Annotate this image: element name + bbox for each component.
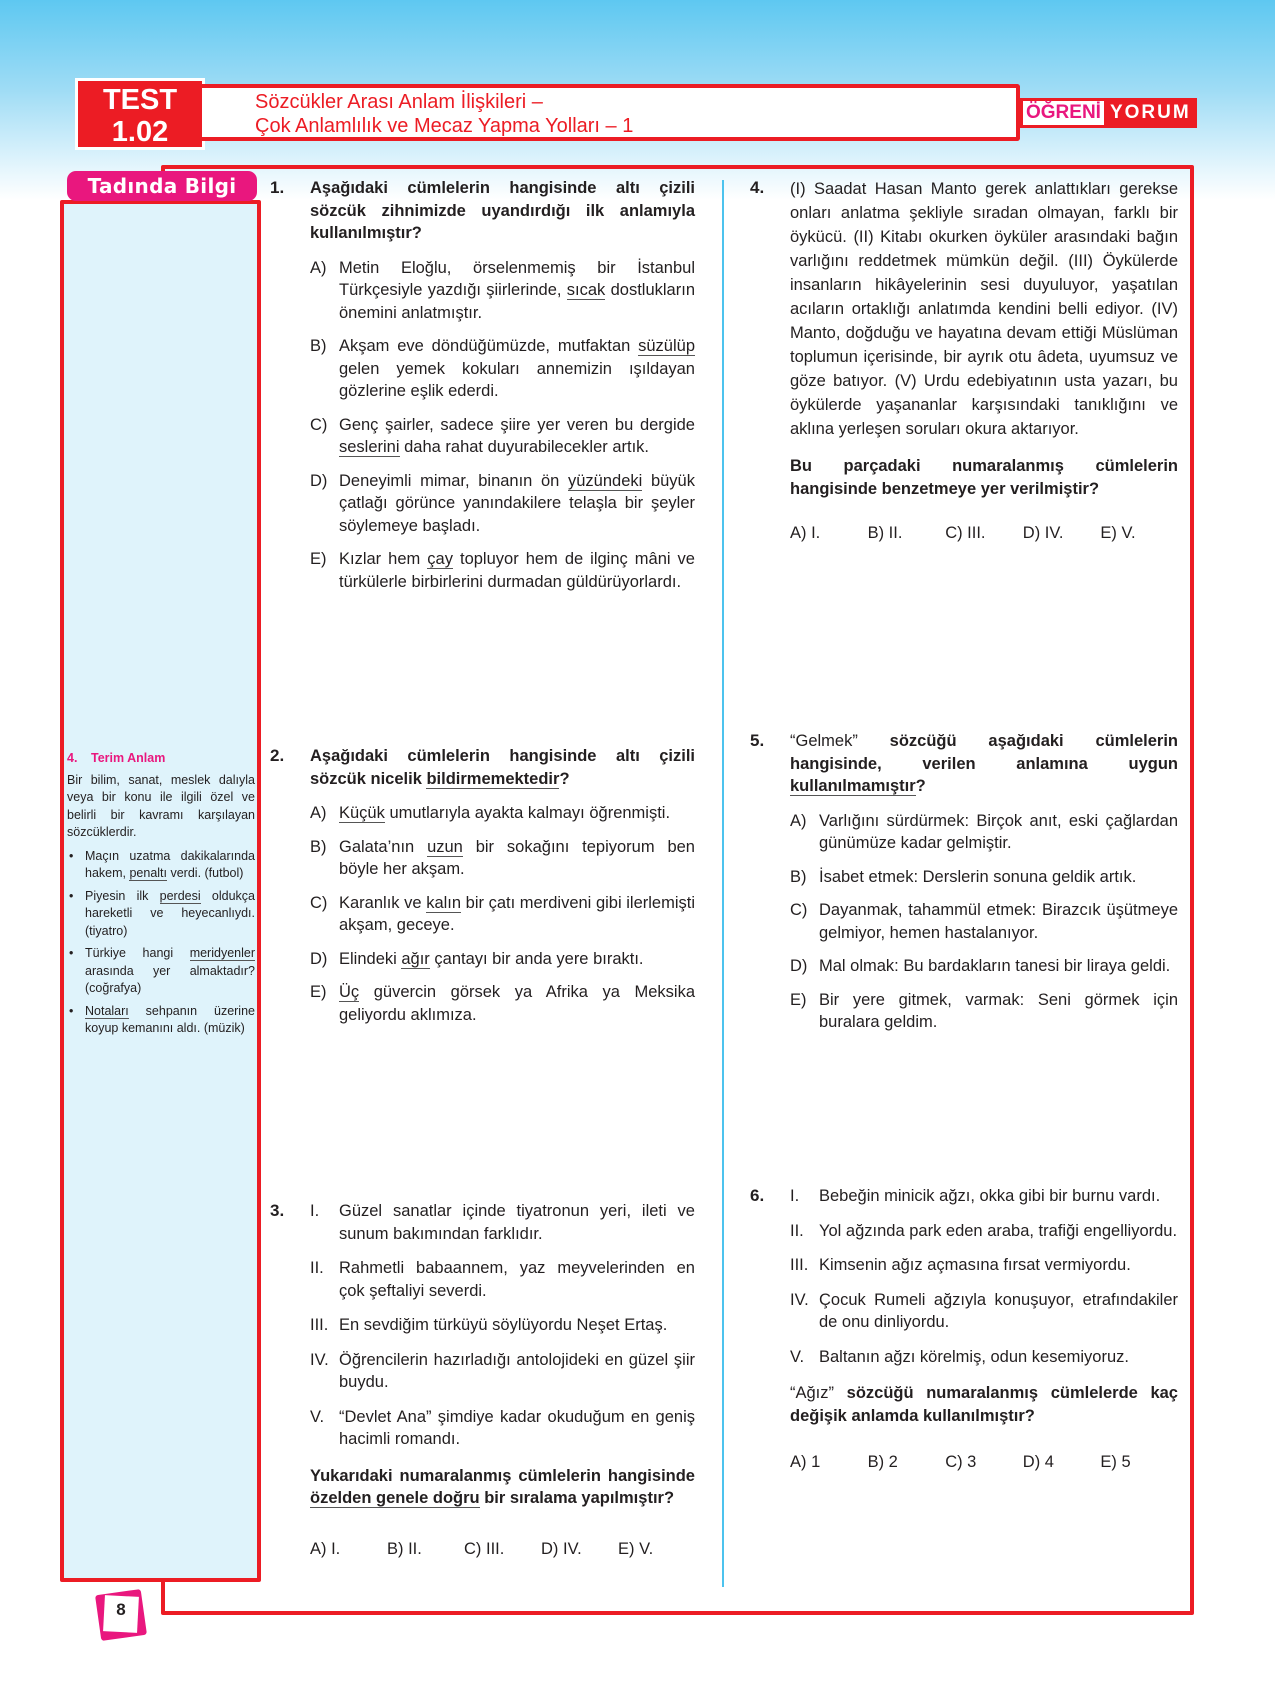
statement-iv: IV. Çocuk Rumeli ağzıyla konuşuyor, etrafındakiler de onu dinliyordu.: [790, 1290, 1178, 1331]
question-stem: Aşağıdaki cümlelerin hangisinde altı çizili sözcük nicelik bildirmemektedir?: [310, 747, 695, 788]
statement-iv: IV. Öğrencilerin hazırladığı antolojideki en güzel şiir buydu.: [310, 1350, 695, 1391]
sidebar-tab-title: Tadında Bilgi: [67, 171, 257, 201]
test-label: TEST: [102, 84, 178, 116]
option-e[interactable]: E) Üç güvercin görsek ya Afrika ya Meksika geliyordu aklımıza.: [310, 983, 695, 1024]
page-number-badge: [98, 1592, 144, 1638]
answer-c[interactable]: C) 3: [945, 1453, 977, 1471]
option-b[interactable]: B) İsabet etmek: Derslerin sonuna geldik artık.: [790, 867, 1137, 886]
answer-a[interactable]: A) 1: [790, 1453, 821, 1471]
option-d[interactable]: D) Elindeki ağır çantayı bir anda yere bıraktı.: [310, 949, 644, 968]
option-a[interactable]: A) Varlığını sürdürmek: Birçok anıt, eski çağlardan günümüze kadar gelmiştir.: [790, 811, 1178, 852]
answer-c[interactable]: C) III.: [464, 1539, 505, 1558]
question-3: [270, 1200, 695, 1560]
question-number: 2.: [270, 746, 285, 765]
question-number: 3.: [270, 1201, 285, 1220]
statement-iii: III. Kimsenin ağız açmasına fırsat vermiyordu.: [790, 1256, 1131, 1274]
option-d[interactable]: D) Deneyimli mimar, binanın ön yüzündeki büyük çatlağı görünce yanındakilere telaşla bir şeyler söylemeye başladı.: [310, 471, 695, 535]
page-title-line2: Çok Anlamlılık ve Mecaz Yapma Yolları – 1: [255, 115, 634, 137]
question-1: [270, 177, 695, 593]
option-c[interactable]: C) Karanlık ve kalın bir çatı merdiveni gibi ilerlemişti akşam, geceye.: [310, 893, 696, 934]
sidebar-example: • Maçın uzatma dakikalarında hakem, penaltı verdi. (futbol): [67, 848, 255, 883]
sidebar-content: [67, 750, 255, 1043]
statement-ii: II. Rahmetli babaannem, yaz meyvelerinden en çok şeftaliyi severdi.: [310, 1259, 695, 1300]
question-stem: Aşağıdaki cümlelerin hangisinde altı çizili sözcük zihnimizde uyandırdığı ilk anlamıyla kullanılmıştır?: [310, 179, 695, 242]
question-6: [750, 1185, 1178, 1474]
page-title-box: [202, 84, 1020, 141]
statement-i: I. Güzel sanatlar içinde tiyatronun yeri, ileti ve sunum bakımından farklıdır.: [310, 1202, 695, 1243]
statement-v: V. “Devlet Ana” şimdiye kadar okuduğum en geniş hacimli romandı.: [310, 1407, 695, 1448]
answer-d[interactable]: D) IV.: [541, 1539, 582, 1558]
answer-b[interactable]: B) 2: [867, 1453, 898, 1471]
answer-b[interactable]: B) II.: [867, 524, 903, 542]
option-c[interactable]: C) Genç şairler, sadece şiire yer veren bu dergide seslerini daha rahat duyurabilecekler artık.: [310, 415, 695, 456]
sidebar-examples: [67, 848, 255, 1038]
test-badge: [75, 78, 205, 150]
question-stem: Yukarıdaki numaralanmış cümlelerin hangisinde özelden genele doğru bir sıralama yapılmıştır?: [310, 1466, 695, 1507]
answer-a[interactable]: A) I.: [790, 524, 821, 542]
answer-e[interactable]: E) V.: [618, 1539, 654, 1558]
brand-part2: YORUM: [1109, 102, 1191, 123]
statement-i: I. Bebeğin minicik ağzı, okka gibi bir burnu vardı.: [790, 1187, 1161, 1205]
sidebar-example: • Piyesin ilk perdesi oldukça hareketli ve heyecanlıydı. (tiyatro): [67, 888, 255, 941]
answer-c[interactable]: C) III.: [945, 524, 986, 542]
option-e[interactable]: E) Bir yere gitmek, varmak: Seni görmek için buralara geldim.: [790, 990, 1178, 1031]
sidebar-example: • Notaları sehpanın üzerine koyup kemanını aldı. (müzik): [67, 1003, 255, 1038]
question-number: 5.: [750, 731, 765, 750]
answer-choices: [310, 1538, 695, 1561]
page-title-line1: Sözcükler Arası Anlam İlişkileri –: [255, 91, 543, 113]
option-c[interactable]: C) Dayanmak, tahammül etmek: Birazcık üşütmeye gelmiyor, hemen hastalanıyor.: [790, 901, 1178, 942]
question-number: 1.: [270, 178, 285, 197]
question-number: 4.: [750, 178, 765, 197]
answer-e[interactable]: E) 5: [1100, 1453, 1131, 1471]
answer-d[interactable]: D) IV.: [1022, 524, 1064, 542]
brand-part1: ÖĞRENİ: [1023, 101, 1104, 125]
test-number: 1.02: [111, 116, 169, 148]
statement-iii: III. En sevdiğim türküyü söylüyordu Neşet Ertaş.: [310, 1316, 668, 1334]
option-a[interactable]: A) Küçük umutlarıyla ayakta kalmayı öğrenmişti.: [310, 804, 671, 822]
statement-v: V. Baltanın ağzı körelmiş, odun kesemiyoruz.: [790, 1347, 1129, 1366]
option-d[interactable]: D) Mal olmak: Bu bardakların tanesi bir liraya geldi.: [790, 957, 1171, 975]
option-a[interactable]: A) Metin Eloğlu, örselenmemiş bir İstanbul Türkçesiyle yazdığı şiirlerinde, sıcak dostlukların önemini anlatmıştır.: [310, 258, 695, 322]
question-5: [750, 730, 1178, 1034]
question-stem: Bu parçadaki numaralanmış cümlelerin hangisinde benzetmeye yer verilmiştir?: [790, 457, 1178, 498]
answer-b[interactable]: B) II.: [387, 1539, 422, 1558]
option-e[interactable]: E) Kızlar hem çay topluyor hem de ilginç mâni ve türkülerle birbirlerini durmadan güldürüyorlardı.: [310, 550, 695, 591]
statement-ii: II. Yol ağzında park eden araba, trafiği engelliyordu.: [790, 1221, 1178, 1240]
sidebar-section-heading: 4. Terim Anlam: [67, 751, 166, 765]
question-stem: “Ağız” sözcüğü numaralanmış cümlelerde kaç değişik anlamda kullanılmıştır?: [790, 1384, 1178, 1425]
question-number: 6.: [750, 1186, 765, 1205]
column-divider: [722, 180, 724, 1587]
page-number: 8: [116, 1600, 126, 1619]
answer-e[interactable]: E) V.: [1100, 524, 1136, 542]
question-passage: (I) Saadat Hasan Manto gerek anlattıkları gerekse onları anlatma şekliyle sıradan olmayan, farklı bir öykücü. (II) Kitabı okurken öyküler arasındaki bağın varlığını reddetmek mümkün değil. (III) Öykülerde insanların hikâyelerinin sesi duyuluyor, yaşatılan acıların ortaklığı anlatımda kendini belli ediyor. (IV) Manto, doğduğu ve hayatına devam ettiği Müslüman toplumun içerisinde, bir ayrık otu âdeta, uyumsuz ve göze batıyor. (V) Urdu edebiyatının usta yazarı, bu öykülerde yaşananlar karşısındaki tanıklığını ve aklına yerleşen soruları okura aktarıyor.: [790, 180, 1178, 438]
question-2: [270, 745, 695, 1026]
question-stem: “Gelmek” sözcüğü aşağıdaki cümlelerin hangisinde, verilen anlamına uygun kullanılmamıştır?: [790, 732, 1178, 795]
sidebar-definition: Bir bilim, sanat, meslek dalıyla veya bir konu ile ilgili özel ve belirli bir kavramı karşılayan sözcüklerdir.: [67, 772, 255, 839]
answer-choices: [790, 522, 1178, 545]
answer-a[interactable]: A) I.: [310, 1539, 341, 1558]
answer-choices: [790, 1451, 1178, 1474]
sidebar-example: • Türkiye hangi meridyenler arasında yer almaktadır? (coğrafya): [67, 945, 255, 998]
question-4: [750, 177, 1178, 545]
brand-logo: [1019, 98, 1197, 128]
option-b[interactable]: B) Galata’nın uzun bir sokağını tepiyorum ben böyle her akşam.: [310, 837, 695, 878]
option-b[interactable]: B) Akşam eve döndüğümüzde, mutfaktan süzülüp gelen yemek kokuları annemizin ışıldayan gözlerine eşlik ederdi.: [310, 337, 695, 400]
answer-d[interactable]: D) 4: [1022, 1453, 1054, 1471]
